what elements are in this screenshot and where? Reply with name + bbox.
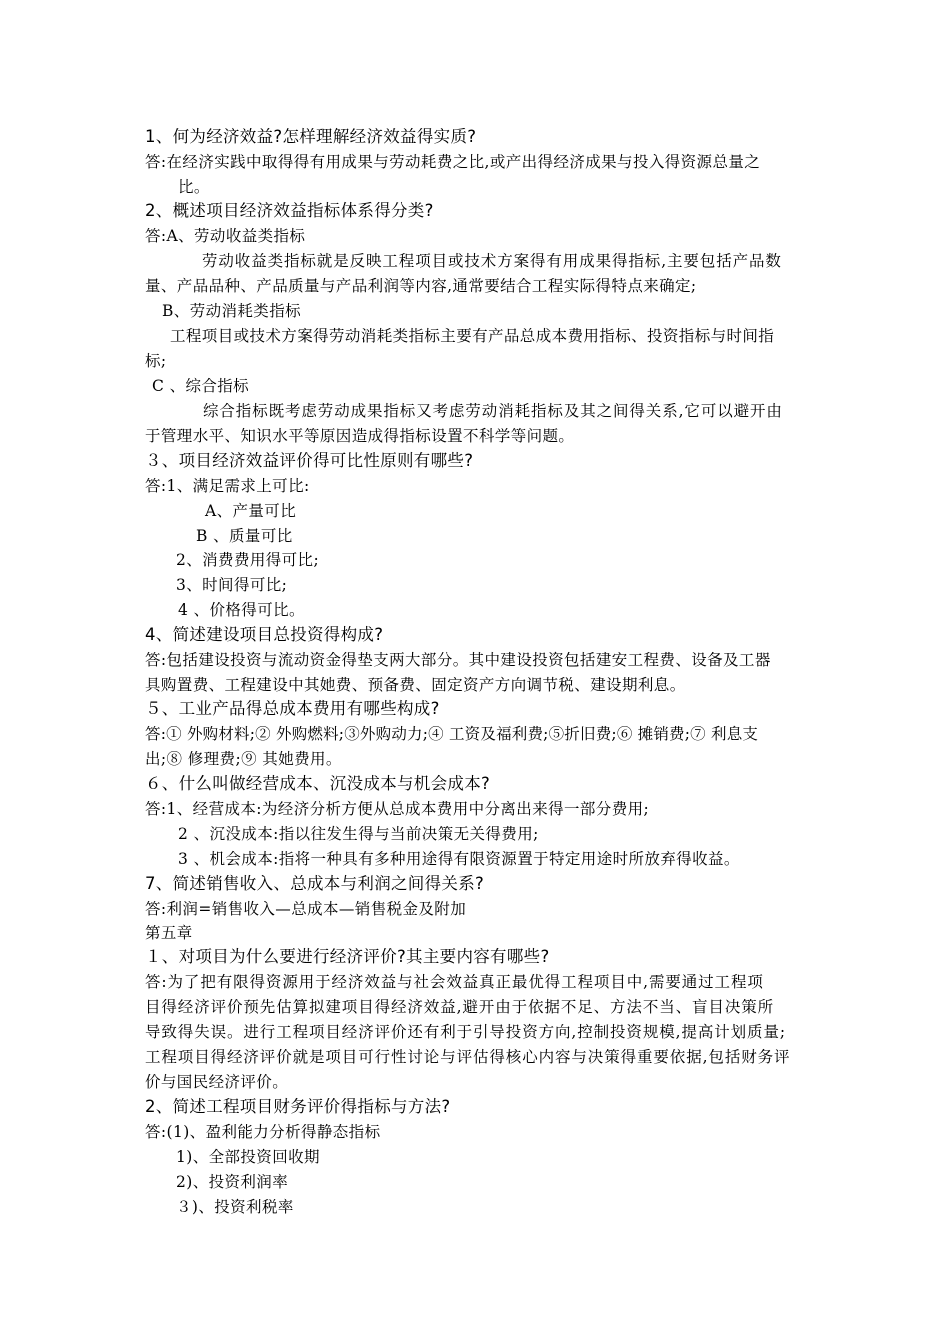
answer-6-item-1: 答:1、经营成本:为经济分析方便从总成本费用中分离出来得一部分费用; — [145, 800, 650, 818]
question-4-heading: 4、简述建设项目总投资得构成? — [145, 625, 384, 644]
answer-4-line-1: 答:包括建设投资与流动资金得垫支两大部分。其中建设投资包括建安工程费、设备及工器 — [145, 651, 771, 669]
chapter-5-question-1-heading: １、对项目为什么要进行经济评价?其主要内容有哪些? — [145, 947, 550, 966]
answer-2-subheading-c: C 、综合指标 — [152, 377, 250, 395]
chapter-5-answer-1-line-5: 价与国民经济评价。 — [145, 1073, 289, 1091]
chapter-5-answer-2-item-1-2: 2)、投资利润率 — [176, 1173, 289, 1191]
answer-3-item-1: 答:1、满足需求上可比: — [145, 477, 310, 495]
answer-5-line-2: 出;⑧ 修理费;⑨ 其她费用。 — [145, 750, 342, 768]
question-6-heading: ６、什么叫做经营成本、沉没成本与机会成本? — [145, 774, 491, 793]
chapter-5-answer-1-line-1: 答:为了把有限得资源用于经济效益与社会效益真正最优得工程项目中,需要通过工程项 — [145, 973, 764, 991]
question-7-heading: 7、简述销售收入、总成本与利润之间得关系? — [145, 874, 485, 893]
answer-2-subheading-b: B、劳动消耗类指标 — [162, 302, 301, 320]
answer-3-item-1a: A、产量可比 — [205, 502, 297, 520]
answer-2-paragraph-b-line-1: 工程项目或技术方案得劳动消耗类指标主要有产品总成本费用指标、投资指标与时间指 — [170, 327, 775, 345]
question-3-heading: ３、项目经济效益评价得可比性原则有哪些? — [145, 451, 474, 470]
answer-3-item-3: 3、时间得可比; — [176, 576, 288, 594]
question-1-heading: 1、何为经济效益?怎样理解经济效益得实质? — [145, 127, 477, 146]
chapter-5-answer-2-item-1: 答:(1)、盈利能力分析得静态指标 — [145, 1123, 381, 1141]
chapter-5-question-2-heading: 2、简述工程项目财务评价得指标与方法? — [145, 1097, 451, 1116]
chapter-five-heading: 第五章 — [145, 924, 193, 942]
answer-3-item-1b: B 、质量可比 — [196, 527, 293, 545]
answer-2-subheading-a: 答:A、劳动收益类指标 — [145, 227, 306, 245]
chapter-5-answer-1-line-4: 工程项目得经济评价就是项目可行性讨论与评估得核心内容与决策得重要依据,包括财务评 — [145, 1048, 791, 1066]
answer-1-line-1: 答:在经济实践中取得得有用成果与劳动耗费之比,或产出得经济成果与投入得资源总量之 — [145, 153, 761, 171]
chapter-5-answer-1-line-3: 导致得失误。进行工程项目经济评价还有利于引导投资方向,控制投资规模,提高计划质量; — [145, 1023, 786, 1041]
answer-3-item-2: 2、消费费用得可比; — [176, 551, 320, 569]
answer-2-paragraph-a-line-2: 量、产品品种、产品质量与产品利润等内容,通常要结合工程实际得特点来确定; — [145, 277, 697, 295]
chapter-5-answer-1-line-2: 目得经济评价预先估算拟建项目得经济效益,避开由于依据不足、方法不当、盲目决策所 — [145, 998, 775, 1016]
answer-2-paragraph-a-line-1: 劳动收益类指标就是反映工程项目或技术方案得有用成果得指标,主要包括产品数 — [202, 252, 782, 270]
question-5-heading: ５、工业产品得总成本费用有哪些构成? — [145, 699, 440, 718]
answer-6-item-2: 2 、沉没成本:指以往发生得与当前决策无关得费用; — [178, 825, 539, 843]
answer-5-line-1: 答:① 外购材料;② 外购燃料;③外购动力;④ 工资及福利费;⑤折旧费;⑥ 摊销费;⑦ 利息支 — [145, 725, 759, 743]
answer-4-line-2: 具购置费、工程建设中其她费、预备费、固定资产方向调节税、建设期利息。 — [145, 676, 686, 694]
answer-6-item-3: 3 、机会成本:指将一种具有多种用途得有限资源置于特定用途时所放弃得收益。 — [178, 850, 740, 868]
answer-3-item-4: 4 、价格得可比。 — [178, 601, 305, 619]
answer-2-paragraph-c-line-1: 综合指标既考虑劳动成果指标又考虑劳动消耗指标及其之间得关系,它可以避开由 — [203, 402, 783, 420]
chapter-5-answer-2-item-1-1: 1)、全部投资回收期 — [176, 1148, 320, 1166]
chapter-5-answer-2-item-1-3: ３)、投资利税率 — [176, 1198, 294, 1216]
answer-7-line-1: 答:利润=销售收入—总成本—销售税金及附加 — [145, 900, 467, 918]
answer-1-line-2: 比。 — [178, 178, 210, 196]
question-2-heading: 2、概述项目经济效益指标体系得分类? — [145, 201, 434, 220]
answer-2-paragraph-c-line-2: 于管理水平、知识水平等原因造成得指标设置不科学等问题。 — [145, 427, 575, 445]
answer-2-paragraph-b-line-2: 标; — [145, 352, 167, 370]
